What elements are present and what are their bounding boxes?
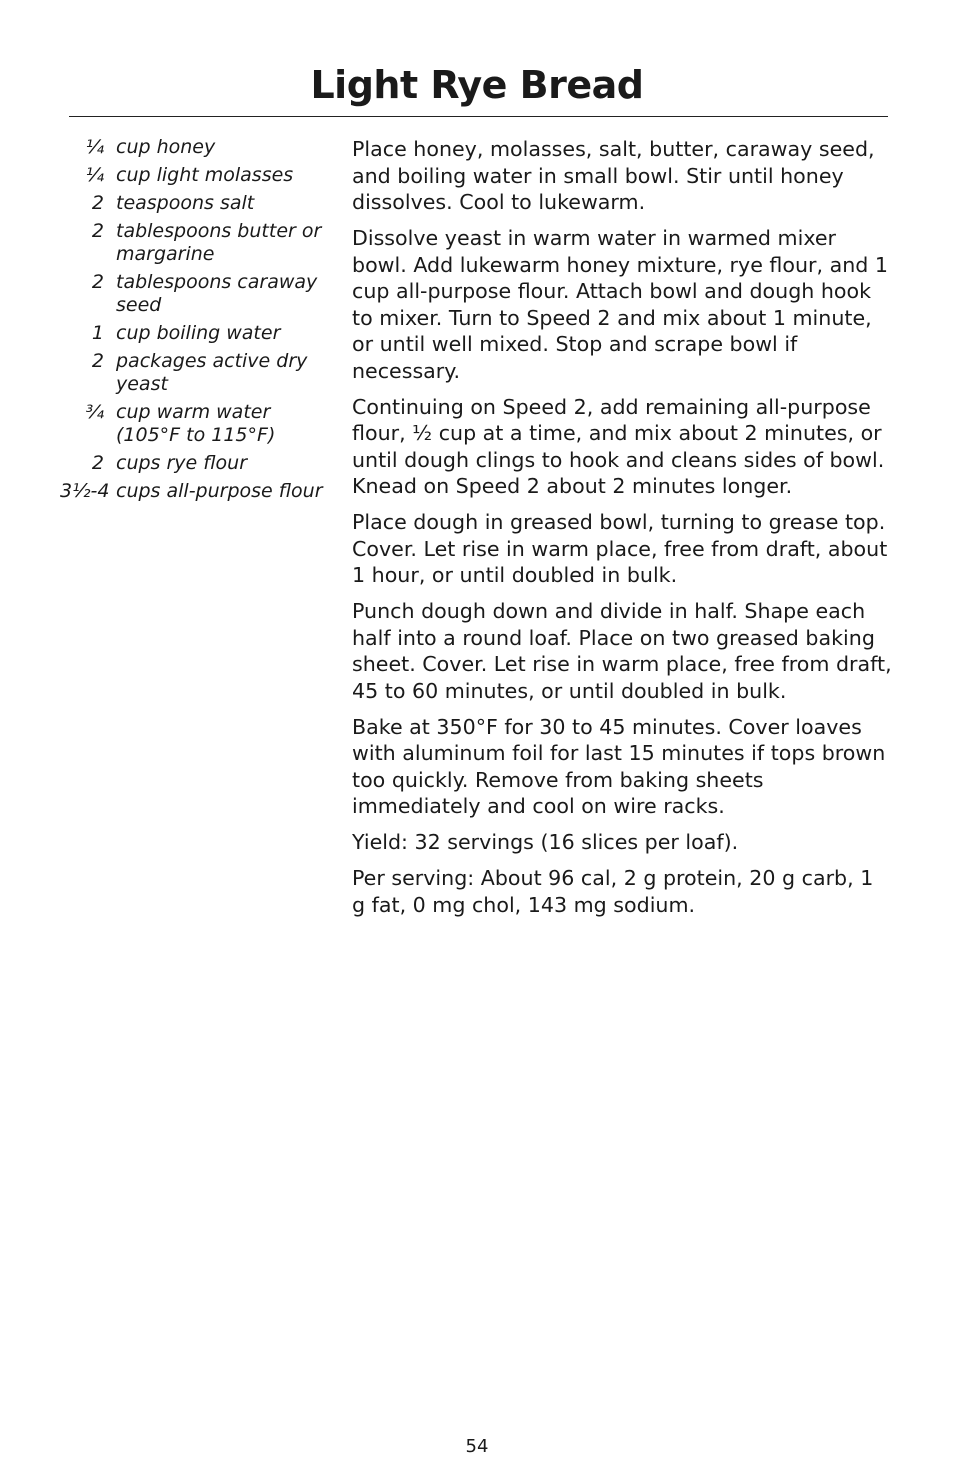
instruction-step: Bake at 350°F for 30 to 45 minutes. Cover loaves with aluminum foil for last 15 minutes if tops brown too quickly. Remove from baking sheets immediately and cool on wire racks.	[352, 714, 886, 818]
ingredient-item	[60, 271, 330, 317]
title-divider	[69, 116, 888, 117]
ingredient-item	[60, 401, 330, 447]
ingredient-name: tablespoons butter or margarine	[116, 220, 322, 265]
ingredient-quantity: 3½-4	[60, 480, 110, 502]
ingredient-name: tablespoons caraway seed	[116, 271, 318, 316]
ingredient-quantity: 2	[91, 350, 104, 372]
ingredient-name: cup light molasses	[116, 164, 294, 186]
ingredient-name: cups rye flour	[116, 452, 248, 474]
nutrition-text: Per serving: About 96 cal, 2 g protein, 20 g carb, 1 g fat, 0 mg chol, 143 mg sodium.	[352, 866, 874, 917]
ingredient-name: teaspoons salt	[116, 192, 255, 214]
ingredient-list	[60, 136, 330, 508]
ingredient-item	[60, 164, 330, 187]
page-number: 54	[465, 1436, 489, 1457]
ingredient-item	[60, 480, 330, 503]
ingredient-name: cups all-purpose flour	[116, 480, 323, 502]
ingredient-item	[60, 192, 330, 215]
ingredient-name: cup boiling water	[116, 322, 281, 344]
instruction-step: Place honey, molasses, salt, butter, caraway seed, and boiling water in small bowl. Stir until honey dissolves. Cool to lukewarm.	[352, 137, 875, 214]
ingredient-name: cup warm water (105°F to 115°F)	[116, 401, 276, 446]
instruction-step: Dissolve yeast in warm water in warmed mixer bowl. Add lukewarm honey mixture, rye flour, and 1 cup all-purpose flour. Attach bowl and dough hook to mixer. Turn to Speed 2 and mix about 1 minute, or until well mixed. Stop and scrape bowl if necessary.	[352, 226, 888, 383]
ingredient-name: cup honey	[116, 136, 216, 158]
ingredient-item	[60, 452, 330, 475]
instruction-step: Place dough in greased bowl, turning to grease top. Cover. Let rise in warm place, free from draft, about 1 hour, or until doubled in bulk.	[352, 510, 888, 587]
yield-text: Yield: 32 servings (16 slices per loaf).	[352, 830, 739, 854]
page-title: Light Rye Bread	[310, 63, 644, 107]
ingredient-item	[60, 136, 330, 159]
ingredient-quantity: 2	[91, 192, 104, 214]
ingredient-quantity: ¾	[85, 401, 104, 423]
ingredient-quantity: ¼	[85, 136, 104, 158]
instruction-step: Punch dough down and divide in half. Shape each half into a round loaf. Place on two greased baking sheet. Cover. Let rise in warm place, free from draft, 45 to 60 minutes, or until doubled in bulk.	[352, 599, 892, 703]
ingredient-item	[60, 350, 330, 396]
instructions	[352, 136, 892, 928]
ingredient-item	[60, 220, 330, 266]
ingredient-quantity: ¼	[85, 164, 104, 186]
ingredient-name: packages active dry yeast	[116, 350, 308, 395]
ingredient-quantity: 2	[91, 452, 104, 474]
ingredient-quantity: 1	[91, 322, 104, 344]
instruction-step: Continuing on Speed 2, add remaining all-purpose flour, ½ cup at a time, and mix about 2 minutes, or until dough clings to hook and cleans sides of bowl. Knead on Speed 2 about 2 minutes longer.	[352, 394, 885, 498]
ingredient-quantity: 2	[91, 271, 104, 293]
ingredient-quantity: 2	[91, 220, 104, 242]
ingredient-item	[60, 322, 330, 345]
